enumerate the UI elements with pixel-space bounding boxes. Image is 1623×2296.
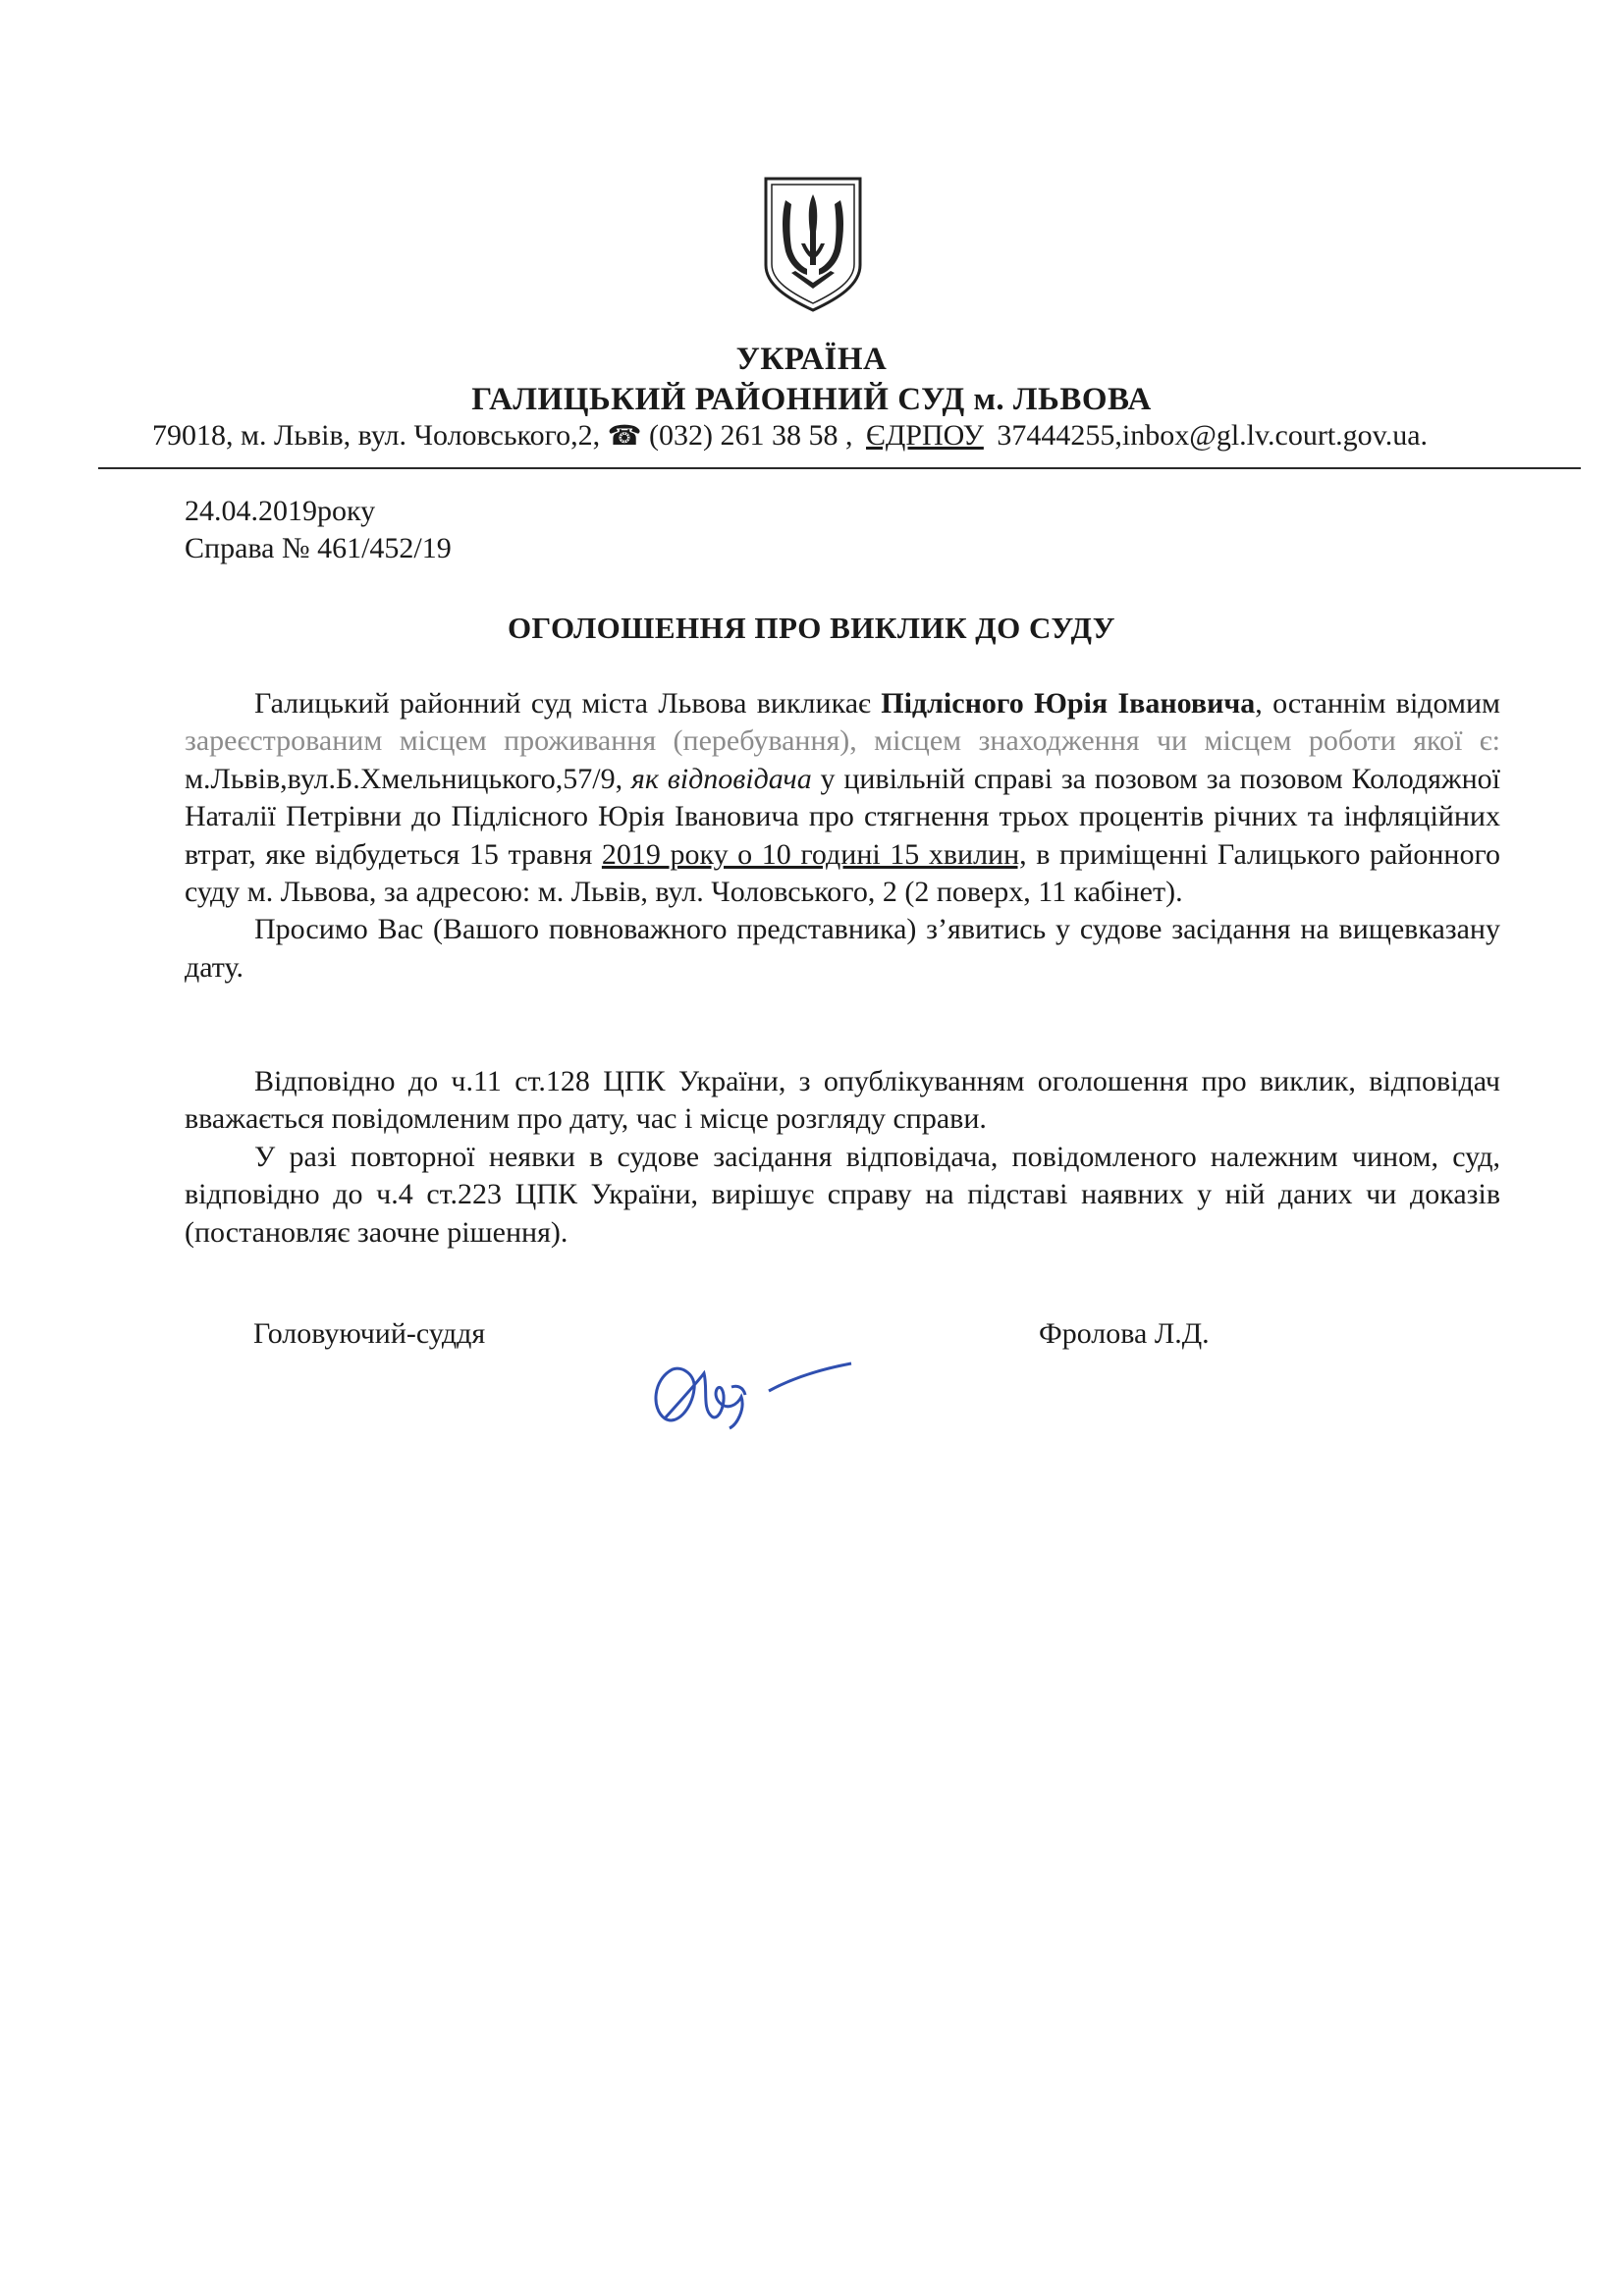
defendant-name: Підлісного Юрія Івановича xyxy=(881,687,1256,720)
summons-intro: Галицький районний суд міста Львова викликає xyxy=(254,687,871,720)
legal-notice xyxy=(185,1063,1500,1252)
summons-paragraph xyxy=(185,685,1500,987)
after-name-text: , останнім xyxy=(1255,687,1386,720)
court-contacts xyxy=(152,419,1428,453)
country-heading: УКРАЇНА xyxy=(735,342,888,377)
claim-text: у цивільній справі за позовом за позовом Колодяжної Наталії Петрівни до Підлісного Юрія Івановича про стягнення трьох процентів річних та інфляційних втрат, яке відбудеться 15 травня xyxy=(185,762,1501,871)
document-title: ОГОЛОШЕННЯ ПРО ВИКЛИК ДО СУДУ xyxy=(507,611,1116,645)
hearing-location: в приміщенні Галицького районного суду м. Львова, за адресою: м. Львів, вул. Чоловського, 2 (2 поверх, 11 кабінет). xyxy=(185,837,1501,909)
appearance-request: Просимо Вас (Вашого повноважного представника) з’явитись у судове засідання на вищевказану дату. xyxy=(185,913,1500,984)
edrpou-and-email: 37444255,inbox@gl.lv.court.gov.ua. xyxy=(997,419,1429,452)
case-number: Справа № 461/452/19 xyxy=(185,532,452,564)
telephone-icon: ☎ xyxy=(607,421,642,452)
edrpou-label: ЄДРПОУ xyxy=(866,419,984,452)
signer-name: Фролова Л.Д. xyxy=(1039,1317,1210,1350)
court-address: 79018, м. Львів, вул. Чоловського,2, xyxy=(152,419,601,452)
defendant-role: як відповідача xyxy=(630,762,812,795)
handwritten-signature xyxy=(643,1340,869,1438)
hearing-time: 2019 року о 10 годині 15 хвилин, xyxy=(601,837,1027,871)
document-date: 24.04.2019року xyxy=(185,495,376,527)
default-judgment-paragraph: У разі повторної неявки в судове засідання відповідача, повідомленого належним чином, суд, відповідно до ч.4 ст.223 ЦПК України, вирішує справу на підставі наявних у ній даних чи доказів (постановляє заочне рішення). xyxy=(185,1140,1500,1249)
header-divider xyxy=(98,467,1581,469)
court-phone: (032) 261 38 58 , xyxy=(649,419,853,452)
notice-paragraph: Відповідно до ч.11 ст.128 ЦПК України, з опублікуванням оголошення про виклик, відповідач вважається повідомленим про дату, час і місце розгляду справи. xyxy=(185,1065,1500,1136)
court-name-heading: ГАЛИЦЬКИЙ РАЙОННИЙ СУД м. ЛЬВОВА xyxy=(471,382,1152,417)
known-text: відомим xyxy=(1395,687,1501,720)
signer-role: Головуючий-суддя xyxy=(253,1317,486,1350)
trident-emblem-icon xyxy=(762,175,864,312)
residence-text: зареєстрованим місцем проживання (перебування), місцем знаходження чи місцем роботи якої є: xyxy=(185,724,1500,758)
defendant-address: м.Львів,вул.Б.Хмельницького,57/9, xyxy=(185,762,623,795)
